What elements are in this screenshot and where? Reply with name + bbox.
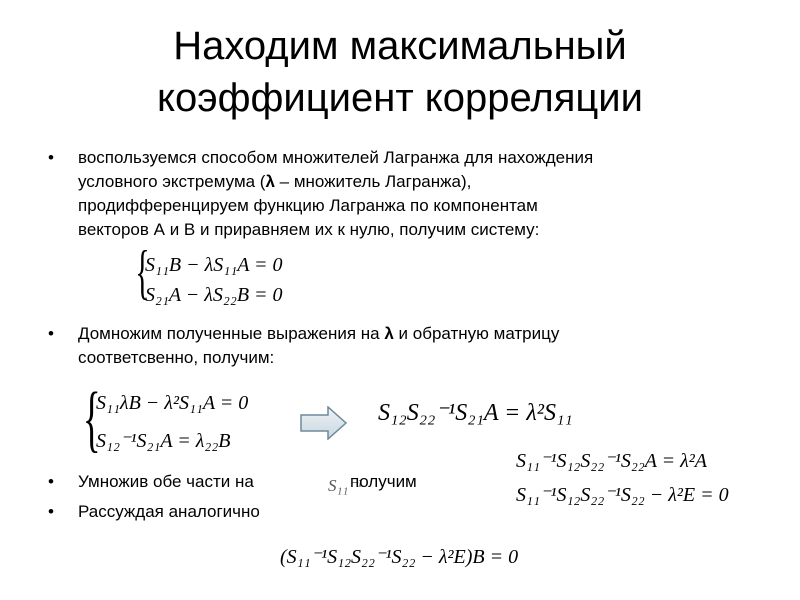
bullet-2-line-2: соответсвенно, получим: [78,348,275,367]
lambda-symbol: λ [265,172,275,191]
bullet-marker: • [48,148,54,167]
bullet-1-line-2-b: – множитель Лагранжа), [274,172,472,191]
inline-inverse-matrix: S₁₁⁻¹ [328,476,363,495]
bullet-1-line-1: воспользуемся способом множителей Лагранжа для нахождения [78,148,594,167]
right-arrow-icon [300,406,348,440]
system-2-eq-2: S₁₂⁻¹S₂₁A = λ₂₂B [96,430,231,452]
system-1-eq-2: S₂₁A − λS₂₂B = 0 [145,284,283,306]
bullet-marker: • [48,502,54,521]
bullet-marker: • [48,324,54,343]
bullet-2-line-1 [78,322,559,346]
brace-icon: { [135,239,150,305]
system-1-eq-1: S₁₁B − λS₁₁A = 0 [145,254,283,276]
bullet-4-text: Рассуждая аналогично [78,502,260,521]
bullet-1-line-2-a: условного экстремума ( [78,172,266,191]
final-equation: (S₁₁⁻¹S₁₂S₂₂⁻¹S₂₂ − λ²E)B = 0 [280,546,519,568]
brace-icon: { [82,378,101,460]
bullet-marker: • [48,472,54,491]
slide-title [0,20,800,124]
result-equation-3: S₁₁⁻¹S₁₂S₂₂⁻¹S₂₂ − λ²E = 0 [516,484,729,506]
system-2-eq-1: S₁₁λB − λ²S₁₁A = 0 [96,392,249,414]
bullet-1-line-4: векторов А и В и приравняем их к нулю, получим систему: [78,220,540,239]
title-line-1: Находим максимальный [173,24,627,68]
bullet-1-line-3: продифференцируем функцию Лагранжа по компонентам [78,196,538,215]
bullet-3-text-a: Умножив обе части на [78,472,254,491]
bullet-3-text-b: получим [350,472,417,491]
result-equation-1: S₁₂S₂₂⁻¹S₂₁A = λ²S₁₁ [378,400,573,426]
bullet-1-line-2 [78,170,593,194]
result-equation-2: S₁₁⁻¹S₁₂S₂₂⁻¹S₂₂A = λ²A [516,450,707,472]
title-line-2: коэффициент корреляции [157,76,643,120]
bullet-2-line-1-a: Домножим полученные выражения на [78,324,385,343]
lambda-symbol: λ [384,324,394,343]
bullet-2-line-1-b: и обратную матрицу [393,324,560,343]
